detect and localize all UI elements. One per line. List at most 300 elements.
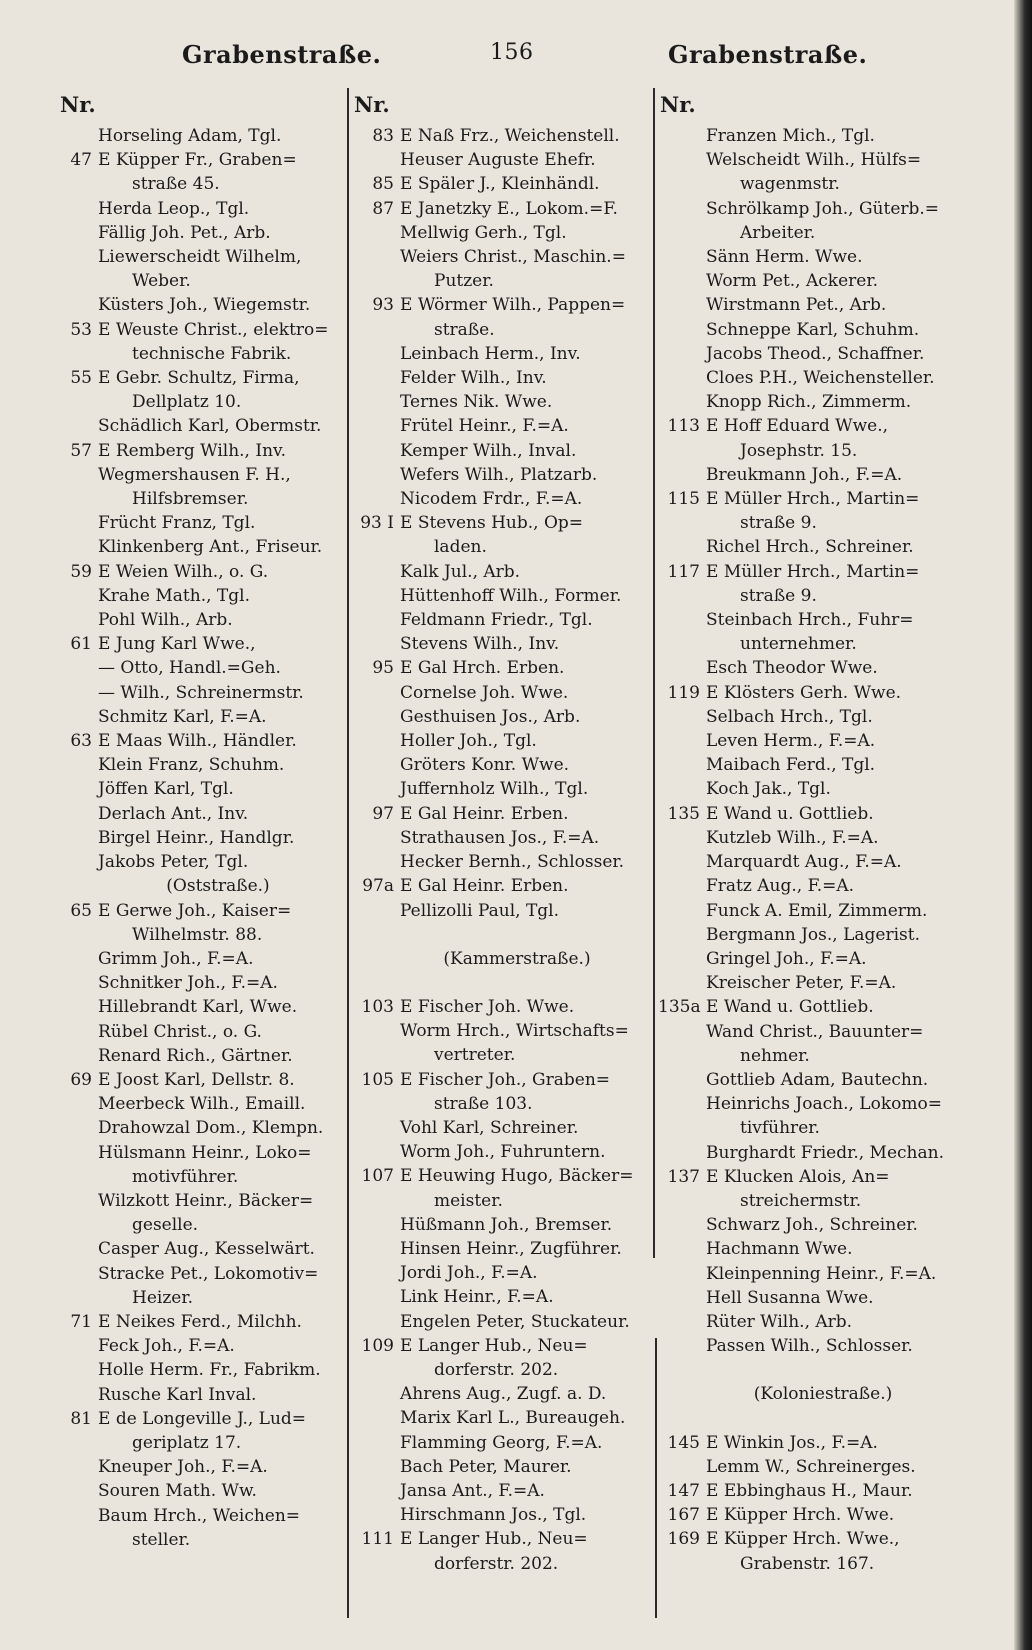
- resident-entry-text: Feldmann Friedr., Tgl.: [400, 610, 593, 631]
- directory-entry: [658, 1092, 958, 1116]
- resident-entry-text: Souren Math. Ww.: [98, 1481, 257, 1502]
- directory-entry: [58, 1213, 348, 1237]
- directory-entry: [58, 1262, 348, 1286]
- directory-entry: [352, 705, 652, 729]
- directory-entry: [352, 1479, 652, 1503]
- column-label-1: Nr.: [60, 92, 96, 117]
- directory-entry: [658, 681, 958, 705]
- house-number: [58, 1528, 98, 1552]
- directory-entry: [658, 1334, 958, 1358]
- resident-entry-text: Horseling Adam, Tgl.: [98, 126, 282, 146]
- directory-entry: [58, 1479, 348, 1503]
- resident-entry-text: E Wand u. Gottlieb.: [706, 803, 874, 824]
- resident-entry-text: Dellplatz 10.: [132, 392, 242, 413]
- directory-entry: [352, 221, 652, 245]
- resident-entry-text: Schädlich Karl, Obermstr.: [98, 416, 322, 437]
- resident-entry-text: Juffernholz Wilh., Tgl.: [400, 779, 589, 800]
- resident-entry-text: E Wand u. Gottlieb.: [706, 997, 874, 1018]
- directory-entry: [658, 463, 958, 487]
- directory-entry: [352, 511, 652, 535]
- resident-entry-text: Richel Hrch., Schreiner.: [706, 537, 914, 558]
- house-number: [352, 1140, 400, 1164]
- resident-entry-text: wagenmstr.: [740, 174, 840, 195]
- house-number: [352, 850, 400, 874]
- resident-entry-text: Wegmershausen F. H.,: [98, 464, 291, 485]
- resident-entry-text: Frücht Franz, Tgl.: [98, 513, 256, 534]
- resident-entry-text: Funck A. Emil, Zimmerm.: [706, 900, 928, 921]
- house-number: 83: [372, 126, 394, 146]
- house-number: [352, 1455, 400, 1479]
- house-number: [658, 439, 706, 463]
- directory-entry: [352, 1019, 652, 1043]
- resident-entry-text: Putzer.: [434, 271, 494, 292]
- directory-entry: [658, 1044, 958, 1068]
- resident-entry-text: Küsters Joh., Wiegemstr.: [98, 295, 311, 316]
- resident-entry-text: E Klösters Gerh. Wwe.: [706, 682, 902, 703]
- resident-entry-text: Ahrens Aug., Zugf. a. D.: [400, 1384, 607, 1405]
- directory-entry: [352, 172, 652, 196]
- directory-entry: [658, 729, 958, 753]
- resident-entry-text: E Remberg Wilh., Inv.: [98, 440, 287, 461]
- house-number: [658, 511, 706, 535]
- resident-entry-text: E Maas Wilh., Händler.: [98, 731, 297, 752]
- directory-entry: [58, 1310, 348, 1334]
- resident-entry-text: — Otto, Handl.=Geh.: [98, 658, 281, 679]
- directory-entry: [58, 899, 348, 923]
- house-number: [352, 826, 400, 850]
- resident-entry-text: Engelen Peter, Stuckateur.: [400, 1311, 630, 1332]
- house-number: [352, 366, 400, 390]
- resident-entry-text: motivführer.: [132, 1166, 239, 1187]
- resident-entry-text: E Wörmer Wilh., Pappen=: [400, 295, 626, 316]
- house-number: 61: [70, 634, 92, 655]
- house-number: [352, 1503, 400, 1527]
- directory-entry: [352, 1334, 652, 1358]
- resident-entry-text: Schwarz Joh., Schreiner.: [706, 1215, 918, 1236]
- house-number: [352, 1310, 400, 1334]
- directory-entry: [58, 995, 348, 1019]
- directory-entry: [58, 1068, 348, 1092]
- house-number: [658, 1286, 706, 1310]
- resident-entry-text: Heuser Auguste Ehefr.: [400, 150, 596, 171]
- house-number: [658, 753, 706, 777]
- resident-entry-text: Worm Pet., Ackerer.: [706, 271, 878, 292]
- directory-entry: [352, 850, 652, 874]
- resident-entry-text: Grabenstr. 167.: [740, 1553, 875, 1574]
- directory-entry: [352, 608, 652, 632]
- resident-entry-text: E Naß Frz., Weichenstell.: [400, 126, 620, 146]
- house-number: [658, 850, 706, 874]
- resident-entry-text: Meerbeck Wilh., Emaill.: [98, 1094, 306, 1115]
- house-number: 137: [667, 1166, 700, 1187]
- resident-entry-text: Bach Peter, Maurer.: [400, 1456, 572, 1477]
- house-number: [352, 560, 400, 584]
- house-number: [658, 245, 706, 269]
- house-number: [58, 1383, 98, 1407]
- directory-entry: [58, 802, 348, 826]
- resident-entry-text: Casper Aug., Kesselwärt.: [98, 1239, 315, 1260]
- directory-entry: [658, 1213, 958, 1237]
- house-number: [658, 366, 706, 390]
- directory-entry: [658, 608, 958, 632]
- directory-entry: [352, 656, 652, 680]
- directory-entry: [58, 1020, 348, 1044]
- resident-entry-text: E Müller Hrch., Martin=: [706, 489, 920, 510]
- resident-entry-text: E Joost Karl, Dellstr. 8.: [98, 1069, 295, 1090]
- house-number: [658, 197, 706, 221]
- house-number: [658, 777, 706, 801]
- resident-entry-text: Jordi Joh., F.=A.: [400, 1263, 538, 1284]
- directory-entry: [58, 366, 348, 390]
- directory-entry: [352, 1043, 652, 1067]
- directory-entry: [352, 269, 652, 293]
- resident-entry-text: geselle.: [132, 1215, 199, 1236]
- resident-entry-text: E Heuwing Hugo, Bäcker=: [400, 1166, 634, 1187]
- directory-entry: [658, 511, 958, 535]
- resident-entry-text: Wefers Wilh., Platzarb.: [400, 464, 598, 485]
- house-number: 57: [70, 440, 92, 461]
- house-number: [58, 1116, 98, 1140]
- resident-entry-text: Rübel Christ., o. G.: [98, 1021, 262, 1042]
- directory-entry: [58, 1044, 348, 1068]
- house-number: [658, 656, 706, 680]
- page-number: 156: [490, 40, 534, 65]
- directory-entry: [352, 293, 652, 317]
- resident-entry-text: straße.: [434, 319, 495, 340]
- house-number: [352, 1043, 400, 1067]
- directory-entry: [352, 439, 652, 463]
- directory-entry: [58, 245, 348, 269]
- house-number: [58, 584, 98, 608]
- resident-entry-text: Weiers Christ., Maschin.=: [400, 247, 626, 268]
- house-number: 113: [667, 416, 700, 437]
- house-number: [658, 1141, 706, 1165]
- resident-entry-text: unternehmer.: [740, 634, 857, 655]
- directory-entry: [58, 1116, 348, 1140]
- house-number: 135a: [658, 997, 701, 1018]
- house-number: 105: [361, 1069, 394, 1090]
- resident-entry-text: Schmitz Karl, F.=A.: [98, 706, 267, 727]
- house-number: [658, 390, 706, 414]
- house-number: [352, 148, 400, 172]
- directory-entry: [352, 1503, 652, 1527]
- house-number: [58, 390, 98, 414]
- directory-entry: [658, 390, 958, 414]
- house-number: 53: [70, 319, 92, 340]
- directory-entry: [658, 1286, 958, 1310]
- directory-entry: [58, 511, 348, 535]
- directory-entry: [352, 1140, 652, 1164]
- resident-entry-text: E Neikes Ferd., Milchh.: [98, 1311, 302, 1332]
- resident-entry-text: Sänn Herm. Wwe.: [706, 247, 863, 268]
- house-number: [658, 1092, 706, 1116]
- directory-entry: [58, 535, 348, 559]
- directory-entry: [58, 923, 348, 947]
- house-number: [658, 1310, 706, 1334]
- directory-entry: [58, 826, 348, 850]
- directory-entry: [658, 1503, 958, 1527]
- directory-entry: [58, 1141, 348, 1165]
- resident-entry-text: E Küpper Hrch. Wwe.: [706, 1505, 895, 1526]
- directory-entry: [58, 1092, 348, 1116]
- resident-entry-text: E Späler J., Kleinhändl.: [400, 174, 600, 195]
- directory-entry: [58, 777, 348, 801]
- house-number: 55: [70, 368, 92, 389]
- resident-entry-text: Koch Jak., Tgl.: [706, 779, 831, 800]
- house-number: [58, 221, 98, 245]
- resident-entry-text: Hachmann Wwe.: [706, 1239, 853, 1260]
- spacer: [352, 971, 652, 995]
- directory-entry: [658, 971, 958, 995]
- resident-entry-text: E Fischer Joh. Wwe.: [400, 996, 575, 1017]
- directory-entry: [352, 245, 652, 269]
- directory-entry: [658, 923, 958, 947]
- house-number: [658, 1213, 706, 1237]
- directory-entry: [658, 1141, 958, 1165]
- directory-entry: [658, 1116, 958, 1140]
- house-number: 145: [667, 1432, 700, 1453]
- directory-entry: [658, 293, 958, 317]
- resident-entry-text: Hüßmann Joh., Bremser.: [400, 1214, 613, 1235]
- house-number: [352, 1189, 400, 1213]
- house-number: [352, 681, 400, 705]
- house-number: [58, 1237, 98, 1261]
- house-number: 167: [667, 1505, 700, 1526]
- house-number: [58, 1044, 98, 1068]
- resident-entry-text: Link Heinr., F.=A.: [400, 1287, 554, 1308]
- directory-entry: [658, 802, 958, 826]
- house-number: [352, 414, 400, 438]
- directory-entry: [58, 390, 348, 414]
- house-number: [658, 632, 706, 656]
- column-divider-2: [653, 88, 655, 1258]
- directory-entry: [658, 1020, 958, 1044]
- house-number: [58, 1213, 98, 1237]
- resident-entry-text: Knopp Rich., Zimmerm.: [706, 392, 912, 413]
- house-number: [58, 269, 98, 293]
- directory-entry: [658, 1431, 958, 1455]
- directory-entry: [352, 1116, 652, 1140]
- resident-entry-text: Gottlieb Adam, Bautechn.: [706, 1069, 929, 1090]
- directory-entry: [658, 414, 958, 438]
- resident-entry-text: Esch Theodor Wwe.: [706, 658, 878, 679]
- house-number: 81: [70, 1408, 92, 1429]
- resident-entry-text: vertreter.: [434, 1045, 516, 1066]
- resident-entry-text: Pohl Wilh., Arb.: [98, 610, 233, 631]
- house-number: [58, 1141, 98, 1165]
- spacer: [352, 923, 652, 947]
- resident-entry-text: Derlach Ant., Inv.: [98, 803, 249, 824]
- resident-entry-text: Wilzkott Heinr., Bäcker=: [98, 1190, 314, 1211]
- house-number: [352, 777, 400, 801]
- directory-entry: [352, 995, 652, 1019]
- resident-entry-text: Maibach Ferd., Tgl.: [706, 755, 876, 776]
- directory-entry: [352, 681, 652, 705]
- section-heading-text: (Koloniestraße.): [753, 1384, 893, 1405]
- resident-entry-text: E Stevens Hub., Op=: [400, 513, 584, 534]
- directory-entry: [352, 1552, 652, 1576]
- house-number: [658, 1237, 706, 1261]
- house-number: [58, 753, 98, 777]
- directory-entry: [658, 197, 958, 221]
- directory-entry: [658, 560, 958, 584]
- house-number: [58, 1334, 98, 1358]
- house-number: [658, 1455, 706, 1479]
- resident-entry-text: Kalk Jul., Arb.: [400, 561, 521, 582]
- house-number: [658, 463, 706, 487]
- directory-entry: [658, 874, 958, 898]
- directory-entry: [658, 777, 958, 801]
- address-column-3: [658, 124, 958, 1576]
- resident-entry-text: straße 9.: [740, 513, 817, 534]
- resident-entry-text: Schneppe Karl, Schuhm.: [706, 319, 920, 340]
- resident-entry-text: Heizer.: [132, 1287, 194, 1308]
- resident-entry-text: E Langer Hub., Neu=: [400, 1335, 588, 1356]
- house-number: [352, 1406, 400, 1430]
- directory-entry: [352, 802, 652, 826]
- resident-entry-text: Renard Rich., Gärtner.: [98, 1045, 293, 1066]
- resident-entry-text: Feck Joh., F.=A.: [98, 1336, 235, 1357]
- directory-entry: [58, 414, 348, 438]
- resident-entry-text: technische Fabrik.: [132, 343, 292, 364]
- directory-entry: [58, 656, 348, 680]
- directory-entry: [58, 584, 348, 608]
- directory-entry: [658, 1262, 958, 1286]
- directory-entry: [58, 632, 348, 656]
- resident-entry-text: dorferstr. 202.: [434, 1359, 559, 1380]
- address-column-2: [352, 124, 652, 1576]
- resident-entry-text: Nicodem Frdr., F.=A.: [400, 489, 583, 510]
- resident-entry-text: steller.: [132, 1529, 191, 1550]
- running-head-right: Grabenstraße.: [668, 40, 868, 69]
- resident-entry-text: laden.: [434, 537, 487, 558]
- house-number: [352, 463, 400, 487]
- directory-entry: [658, 535, 958, 559]
- resident-entry-text: Herda Leop., Tgl.: [98, 198, 250, 219]
- directory-entry: [352, 1213, 652, 1237]
- house-number: [352, 269, 400, 293]
- house-number: [352, 753, 400, 777]
- resident-entry-text: Hilfsbremser.: [132, 489, 249, 510]
- resident-entry-text: Krahe Math., Tgl.: [98, 585, 250, 606]
- directory-entry: [58, 318, 348, 342]
- house-number: [352, 1479, 400, 1503]
- house-number: [58, 197, 98, 221]
- resident-entry-text: Schnitker Joh., F.=A.: [98, 973, 278, 994]
- resident-entry-text: Schrölkamp Joh., Güterb.=: [706, 198, 940, 219]
- directory-entry: [58, 439, 348, 463]
- house-number: [58, 124, 98, 148]
- resident-entry-text: E Küpper Hrch. Wwe.,: [706, 1529, 900, 1550]
- house-number: [658, 729, 706, 753]
- directory-entry: [352, 197, 652, 221]
- resident-entry-text: Pellizolli Paul, Tgl.: [400, 900, 560, 921]
- resident-entry-text: Grimm Joh., F.=A.: [98, 948, 254, 969]
- resident-entry-text: — Wilh., Schreinermstr.: [98, 682, 304, 703]
- resident-entry-text: Gringel Joh., F.=A.: [706, 948, 867, 969]
- resident-entry-text: Hirschmann Jos., Tgl.: [400, 1505, 587, 1526]
- section-heading-text: (Kammerstraße.): [443, 948, 591, 969]
- house-number: [58, 342, 98, 366]
- directory-entry: [352, 1431, 652, 1455]
- resident-entry-text: Marix Karl L., Bureaugeh.: [400, 1408, 626, 1429]
- directory-entry: [658, 995, 958, 1019]
- house-number: [658, 535, 706, 559]
- directory-entry: [352, 560, 652, 584]
- house-number: [658, 342, 706, 366]
- book-spine-shadow: [1014, 0, 1032, 1650]
- directory-entry: [352, 1310, 652, 1334]
- directory-entry: [658, 148, 958, 172]
- house-number: [58, 971, 98, 995]
- resident-entry-text: Rusche Karl Inval.: [98, 1384, 257, 1405]
- directory-entry: [58, 1528, 348, 1552]
- resident-entry-text: Leven Herm., F.=A.: [706, 731, 876, 752]
- directory-entry: [352, 1358, 652, 1382]
- resident-entry-text: Steinbach Hrch., Fuhr=: [706, 610, 914, 631]
- directory-entry: [58, 172, 348, 196]
- resident-entry-text: Hillebrandt Karl, Wwe.: [98, 997, 298, 1018]
- directory-entry: [352, 390, 652, 414]
- house-number: [58, 802, 98, 826]
- house-number: [658, 899, 706, 923]
- house-number: 119: [667, 682, 700, 703]
- directory-entry: [658, 269, 958, 293]
- house-number: [58, 535, 98, 559]
- directory-entry: [58, 681, 348, 705]
- house-number: [58, 995, 98, 1019]
- resident-entry-text: E Janetzky E., Lokom.=F.: [400, 198, 618, 219]
- resident-entry-text: Liewerscheidt Wilhelm,: [98, 247, 302, 268]
- resident-entry-text: Ternes Nik. Wwe.: [400, 392, 553, 413]
- directory-entry: [658, 1455, 958, 1479]
- house-number: 103: [361, 996, 394, 1017]
- house-number: [352, 1358, 400, 1382]
- house-number: [352, 1431, 400, 1455]
- directory-entry: [352, 1164, 652, 1188]
- house-number: 115: [667, 489, 700, 510]
- house-number: [352, 1092, 400, 1116]
- resident-entry-text: Strathausen Jos., F.=A.: [400, 827, 600, 848]
- house-number: 47: [70, 150, 92, 171]
- directory-entry: [58, 1189, 348, 1213]
- house-number: [58, 1504, 98, 1528]
- house-number: [352, 245, 400, 269]
- resident-entry-text: streichermstr.: [740, 1190, 862, 1211]
- house-number: [58, 1262, 98, 1286]
- house-number: [352, 1285, 400, 1309]
- house-number: [658, 947, 706, 971]
- resident-entry-text: meister.: [434, 1190, 503, 1211]
- directory-entry: [58, 1407, 348, 1431]
- house-number: [352, 1382, 400, 1406]
- directory-entry: [352, 124, 652, 148]
- house-number: [352, 390, 400, 414]
- resident-entry-text: Leinbach Herm., Inv.: [400, 343, 581, 364]
- resident-entry-text: Fratz Aug., F.=A.: [706, 876, 855, 897]
- directory-entry: [58, 124, 348, 148]
- resident-entry-text: Jansa Ant., F.=A.: [400, 1480, 545, 1501]
- house-number: [58, 923, 98, 947]
- directory-entry: [658, 1479, 958, 1503]
- street-section-heading: [658, 1382, 958, 1406]
- house-number: [658, 1116, 706, 1140]
- directory-entry: [58, 1383, 348, 1407]
- directory-entry: [58, 1431, 348, 1455]
- house-number: [658, 269, 706, 293]
- house-number: [658, 705, 706, 729]
- directory-entry: [352, 1261, 652, 1285]
